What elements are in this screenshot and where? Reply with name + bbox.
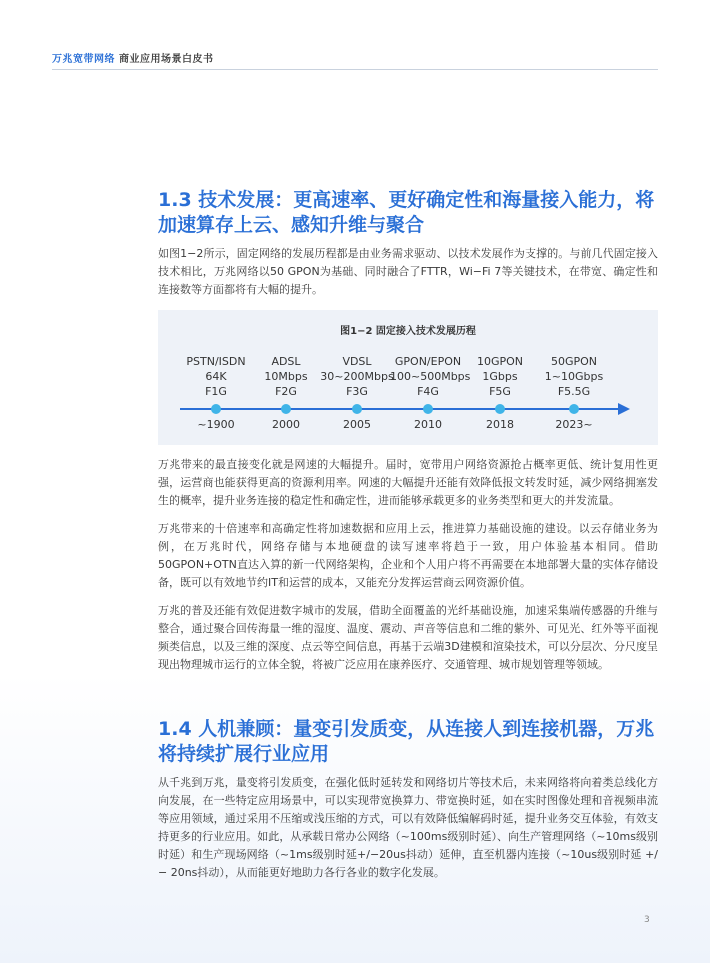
milestone-label <box>178 354 254 399</box>
page-number: 3 <box>644 915 650 925</box>
milestone-dot <box>211 404 221 414</box>
milestone-tech: ADSL <box>271 355 301 368</box>
header-divider <box>52 69 658 70</box>
running-header <box>52 50 213 65</box>
milestone-label <box>462 354 538 399</box>
section-1-4-title-line2: 将持续扩展行业应用 <box>158 743 330 765</box>
paragraph-1-3-intro: 如图1−2所示，固定网络的发展历程都是由业务需求驱动、以技术发展作为支撑的。与前几代固定接入技术相比，万兆网络以50 GPON为基础、同时融合了FTTR，Wi−Fi 7等关键技术，在带宽、确定性和连接数等方面都将有大幅的提升。 <box>158 247 658 296</box>
header-title: 商业应用场景白皮书 <box>118 54 214 65</box>
milestone-tech: 50GPON <box>550 355 598 368</box>
milestone-year: 2005 <box>343 418 371 431</box>
milestone-dot <box>352 404 362 414</box>
milestone-dot <box>495 404 505 414</box>
milestone-rate: 64K <box>205 370 227 383</box>
figure-timeline <box>158 310 658 445</box>
milestone-rate: 1Gbps <box>482 370 518 383</box>
milestone-label <box>536 354 612 399</box>
milestone-year: 2010 <box>414 418 442 431</box>
milestone-gen: F3G <box>346 385 368 398</box>
paragraph-speed: 万兆带来的最直接变化就是网速的大幅提升。届时，宽带用户网络资源抢占概率更低、统计复用性更强，运营商也能获得更高的资源利用率。网速的大幅提升还能有效降低报文转发时延，减少网络拥塞发生的概率，提升业务连接的稳定性和确定性，进而能够承载更多的业务类型和更大的并发流量。 <box>158 458 658 507</box>
milestone-year: 2000 <box>272 418 300 431</box>
milestone-tech: GPON/EPON <box>394 355 462 368</box>
milestone-year: 2023~ <box>555 418 593 431</box>
paragraph-city: 万兆的普及还能有效促进数字城市的发展，借助全面覆盖的光纤基础设施，加速采集端传感器的升维与整合，通过聚合回传海量一维的湿度、温度、震动、声音等信息和二维的紫外、可见光、红外等平面视频类信息，以及三维的深度、点云等空间信息，再基于云端3D建模和渲染技术，可以分层次、分尺度呈现出物理城市运行的立体全貌，将被广泛应用在康养医疗、交通管理、城市规划管理等领域。 <box>158 604 658 671</box>
milestone-tech: 10GPON <box>476 355 524 368</box>
milestone-rate: 1~10Gbps <box>544 370 604 383</box>
timeline-arrow-icon <box>618 403 630 415</box>
paragraph-cloud: 万兆带来的十倍速率和高确定性将加速数据和应用上云，推进算力基础设施的建设。以云存储业务为例，在万兆时代，网络存储与本地硬盘的读写速率将趋于一致，用户体验基本相同。借助50GPON+OTN直达入算的新一代网络架构，企业和个人用户将不再需要在本地部署大量的实体存储设备，既可以有效地节约IT和运营的成本，又能充分发挥运营商云网资源价值。 <box>158 522 658 589</box>
milestone-dot <box>569 404 579 414</box>
milestone-gen: F5G <box>489 385 511 398</box>
milestone-tech: PSTN/ISDN <box>186 355 246 368</box>
milestone-rate: 10Mbps <box>264 370 308 383</box>
milestone-tech: VDSL <box>342 355 372 368</box>
milestone-dot <box>423 404 433 414</box>
milestone-gen: F5.5G <box>557 385 591 398</box>
section-1-3-title-line2: 加速算存上云、感知升维与聚合 <box>158 214 425 236</box>
milestone-rate: 100~500Mbps <box>390 370 471 383</box>
milestone-gen: F2G <box>275 385 297 398</box>
section-1-3-title-line1: 1.3 技术发展：更高速率、更好确定性和海量接入能力，将 <box>158 189 655 211</box>
header-brand: 万兆宽带网络 <box>52 54 115 65</box>
section-1-4-title <box>158 717 658 767</box>
milestone-label <box>319 354 395 399</box>
milestone-gen: F1G <box>205 385 227 398</box>
milestone-year: 2018 <box>486 418 514 431</box>
milestone-label <box>390 354 471 399</box>
milestone-label <box>248 354 324 399</box>
milestone-gen: F4G <box>417 385 439 398</box>
section-1-3-title <box>158 188 658 238</box>
milestone-rate: 30~200Mbps <box>320 370 394 383</box>
timeline-axis <box>180 408 620 410</box>
section-1-4-title-line1: 1.4 人机兼顾：量变引发质变，从连接人到连接机器，万兆 <box>158 718 655 740</box>
milestone-year: ~1900 <box>197 418 235 431</box>
paragraph-1-4-body: 从千兆到万兆，量变将引发质变，在强化低时延转发和网络切片等技术后，未来网络将向着类总线化方向发展，在一些特定应用场景中，可以实现带宽换算力、带宽换时延，如在实时图像处理和音视频串流等应用领域，通过采用不压缩或浅压缩的方式，可以有效降低编解码时延，提升业务交互体验，有效支持更多的行业应用。如此，从承载日常办公网络（~100ms级别时延）、向生产管理网络（~10ms级别时延）和生产现场网络（~1ms级别时延+/−20us抖动）延伸，直至机器内连接（~10us级别时延 +/− 20ns抖动），从而能更好地助力各行各业的数字化发展。 <box>158 776 658 879</box>
figure-title: 图1−2 固定接入技术发展历程 <box>340 326 476 337</box>
milestone-dot <box>281 404 291 414</box>
